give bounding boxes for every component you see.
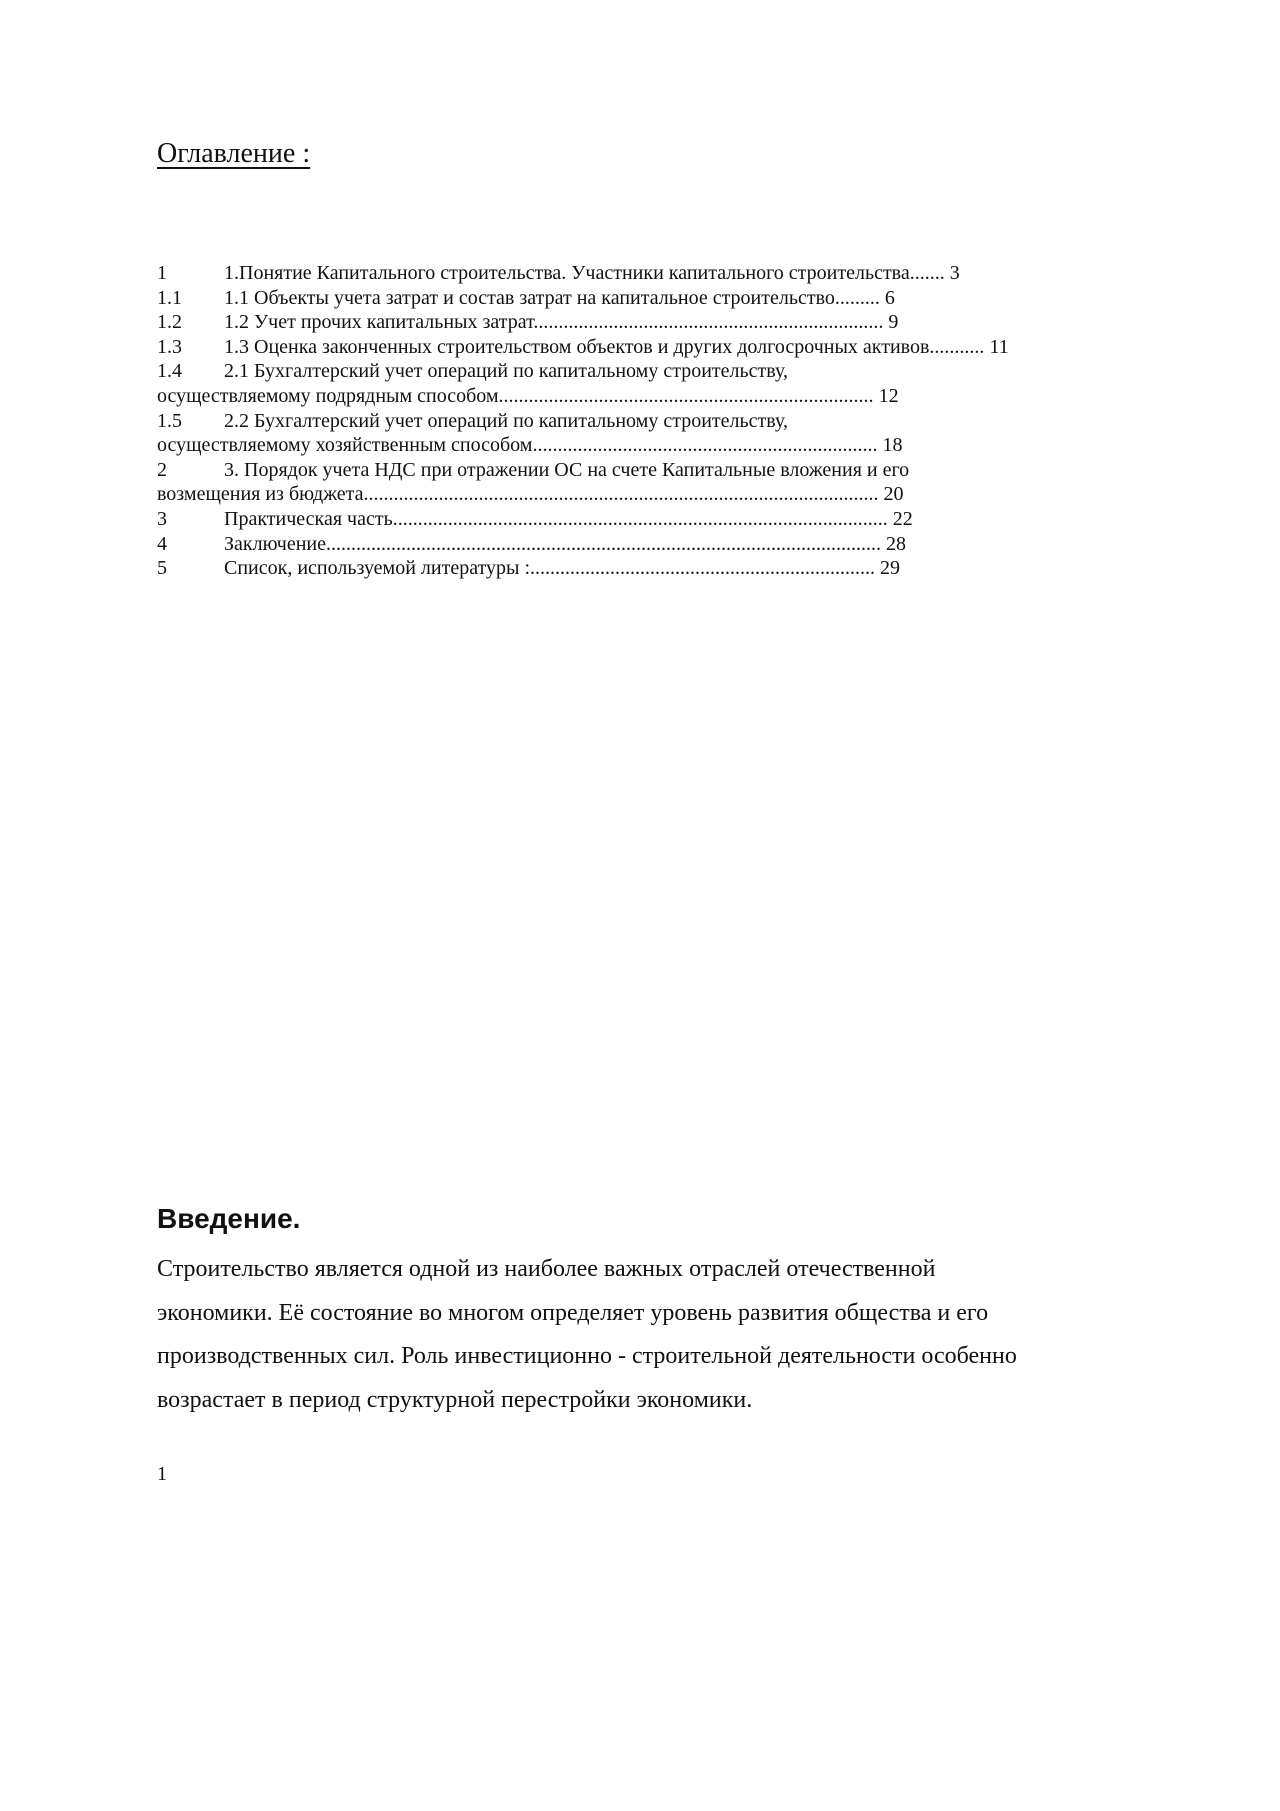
toc-entry-text: 1.1 Объекты учета затрат и состав затрат на капитальное строительство......... [224, 286, 880, 309]
toc-entry-page: 20 [883, 483, 904, 506]
toc-entry-text: 1.Понятие Капитального строительства. Участники капитального строительства....... [224, 262, 945, 284]
toc-entry-number: 1 [157, 262, 167, 284]
toc-entry-text-continued: осуществляемому подрядным способом........................................................................... [157, 384, 874, 407]
toc-entry[interactable] [157, 507, 1110, 532]
toc-entry-text: 2.2 Бухгалтерский учет операций по капитальному строительству, [224, 409, 788, 432]
toc-entry[interactable] [157, 532, 1110, 557]
toc-entry-text: 1.3 Оценка законченных строительством объектов и других долгосрочных активов........... [224, 335, 985, 358]
toc-entry-text: 1.2 Учет прочих капитальных затрат...................................................................... [224, 311, 884, 334]
section-heading-introduction: Введение. [157, 1203, 301, 1234]
toc-title: Оглавление : [157, 138, 311, 169]
toc-entry-number: 1.4 [157, 360, 182, 383]
toc-entry-page: 9 [888, 311, 899, 334]
toc-entry-number: 1.2 [157, 311, 182, 334]
toc-entry[interactable] [157, 286, 1110, 311]
toc-entry-number: 1.3 [157, 335, 182, 358]
toc-entry-page: 28 [886, 532, 906, 555]
toc-entry[interactable] [157, 335, 1110, 360]
toc-entry-number: 1.5 [157, 409, 182, 432]
toc-entry[interactable] [157, 409, 1110, 458]
toc-entry-text: 3. Порядок учета НДС при отражении ОС на счете Капитальные вложения и его [224, 458, 910, 481]
toc-entry-text: Список, используемой литературы :..................................................................... [224, 557, 876, 580]
toc-entry-number: 3 [157, 507, 167, 530]
toc-entry-page: 18 [882, 434, 903, 457]
toc-entry-page: 11 [989, 335, 1009, 358]
page-number: 1 [157, 1463, 167, 1485]
toc-entry-text: 2.1 Бухгалтерский учет операций по капитальному строительству, [224, 360, 788, 383]
toc-entry-page: 29 [880, 557, 901, 580]
toc-entry-page: 3 [949, 262, 960, 284]
table-of-contents [157, 261, 1110, 581]
toc-entry-text-continued: осуществляемому хозяйственным способом..................................................................... [157, 434, 878, 457]
toc-entry[interactable] [157, 556, 1110, 581]
toc-entry-page: 12 [878, 384, 899, 407]
toc-entry-text: Практическая часть................................................................................................... [224, 507, 888, 530]
toc-entry-number: 4 [157, 532, 167, 555]
toc-entry-page: 6 [884, 286, 895, 309]
toc-entry[interactable] [157, 261, 1110, 286]
toc-entry[interactable] [157, 310, 1110, 335]
toc-entry[interactable] [157, 458, 1110, 507]
toc-entry-page: 22 [892, 507, 913, 530]
toc-entry-number: 2 [157, 458, 167, 481]
toc-entry-text-continued: возмещения из бюджета....................................................................................................... [157, 483, 879, 506]
toc-entry-text: Заключение............................................................................................................... [224, 532, 881, 555]
introduction-paragraph: Строительство является одной из наиболее важных отраслей отечественной экономики. Её состояние во многом определяет уровень развития общества и его производственных сил. Роль инвестиционно - строительной деятельности особенно возрастает в период структурной перестройки экономики. [157, 1256, 1017, 1413]
toc-entry[interactable] [157, 359, 1110, 408]
toc-entry-number: 1.1 [157, 286, 182, 309]
toc-entry-number: 5 [157, 557, 167, 580]
